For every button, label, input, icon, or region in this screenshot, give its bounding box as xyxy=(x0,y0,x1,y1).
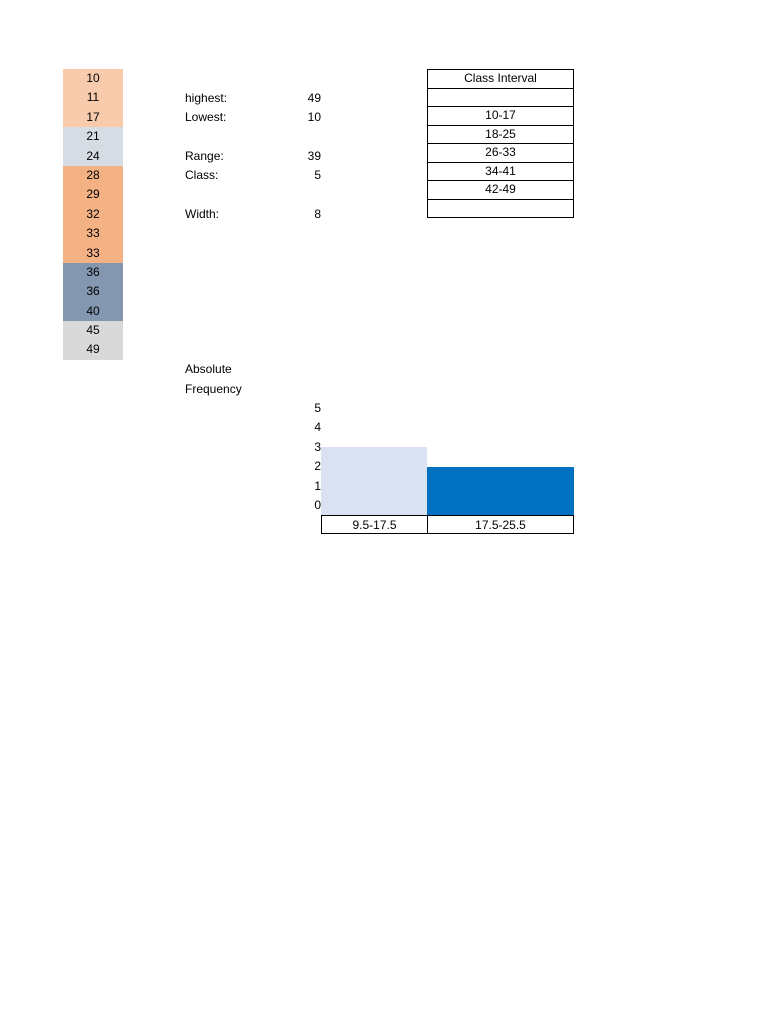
data-cell: 28 xyxy=(63,166,123,185)
data-cell: 36 xyxy=(63,263,123,282)
class-interval-cell: 42-49 xyxy=(428,181,574,200)
y-tick-label: 0 xyxy=(314,498,321,512)
histogram-bar xyxy=(321,447,427,515)
data-cell: 32 xyxy=(63,205,123,224)
data-cell: 29 xyxy=(63,185,123,204)
range-value: 39 xyxy=(307,149,321,163)
stat-highest xyxy=(185,89,321,108)
class-interval-cell: 18-25 xyxy=(428,125,574,144)
class-interval-cell: 34-41 xyxy=(428,162,574,181)
data-cell: 24 xyxy=(63,147,123,166)
data-cell: 11 xyxy=(63,88,123,107)
y-tick-label: 1 xyxy=(314,478,321,493)
data-cell: 21 xyxy=(63,127,123,146)
class-label: Class: xyxy=(185,168,219,182)
range-label: Range: xyxy=(185,149,224,163)
x-category-label: 17.5-25.5 xyxy=(427,515,574,534)
data-cell: 45 xyxy=(63,321,123,340)
data-cell: 36 xyxy=(63,282,123,301)
class-interval-cell xyxy=(428,199,574,218)
stat-class xyxy=(185,166,321,185)
class-interval-cell xyxy=(428,88,574,107)
highest-value: 49 xyxy=(307,91,321,105)
data-cell: 33 xyxy=(63,224,123,243)
data-cell: 33 xyxy=(63,244,123,263)
stat-width xyxy=(185,205,321,224)
width-label: Width: xyxy=(185,207,220,221)
histogram-bar xyxy=(427,467,574,516)
width-value: 8 xyxy=(314,207,321,221)
lowest-label: Lowest: xyxy=(185,110,227,124)
stat-range xyxy=(185,147,321,166)
data-cell: 40 xyxy=(63,302,123,321)
histogram-label xyxy=(185,360,242,399)
lowest-value: 10 xyxy=(307,110,321,124)
y-tick-label: 5 xyxy=(314,401,321,415)
x-category-label: 9.5-17.5 xyxy=(321,515,428,534)
highest-label: highest: xyxy=(185,91,228,105)
data-cell: 17 xyxy=(63,108,123,127)
data-list xyxy=(63,69,123,360)
class-interval-table xyxy=(427,69,574,218)
class-interval-cell: 26-33 xyxy=(428,144,574,163)
class-value: 5 xyxy=(314,168,321,182)
histogram-label-line2: Frequency xyxy=(185,381,242,396)
histogram-label-line1: Absolute xyxy=(185,362,232,376)
y-tick-label: 4 xyxy=(314,420,321,435)
class-interval-header: Class Interval xyxy=(428,70,574,89)
data-cell: 49 xyxy=(63,340,123,359)
class-interval-cell: 10-17 xyxy=(428,107,574,126)
y-tick-label: 3 xyxy=(314,439,321,454)
data-cell: 10 xyxy=(63,69,123,88)
y-tick-label: 2 xyxy=(314,459,321,474)
stat-lowest xyxy=(185,108,321,127)
